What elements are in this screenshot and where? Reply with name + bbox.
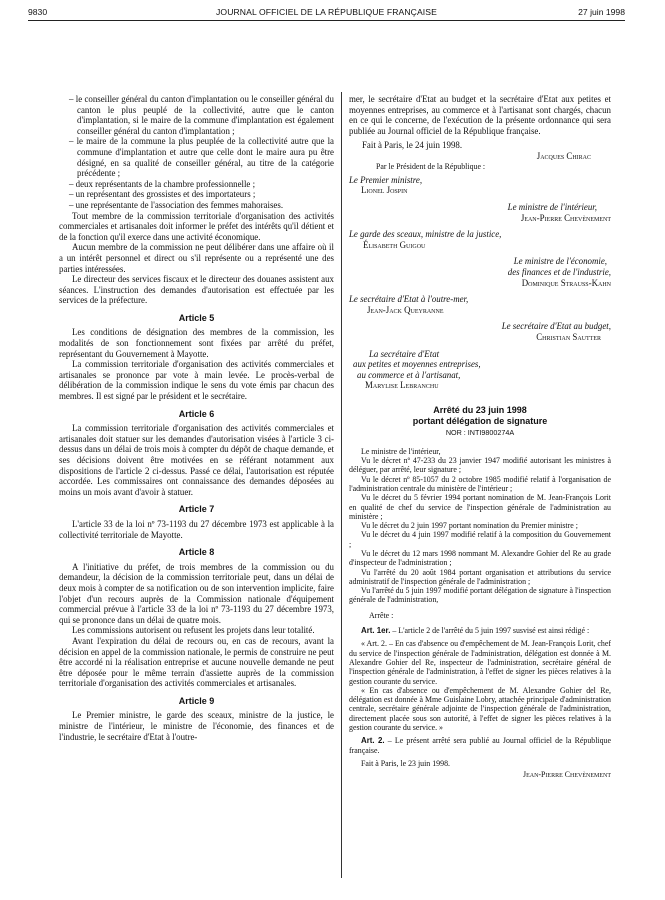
paragraph: La commission territoriale d'organisation des activités commerciales et artisanales doit statuer sur les demandes d'autorisation visées à l'article 3 ci-dessus dans un délai de trois mois à compter du dépôt de chaque demande, et ses décisions doivent être motivées en se référant notamment aux dispositions de l'article 2 ci-dessus. Passé ce délai, l'autorisation est réputée accordée. Les commissaires ont connaissance des demandes déposées au moins un mois avant d'avoir à statuer. xyxy=(59,423,334,497)
signatory-name: Élisabeth Guigou xyxy=(363,239,426,250)
paragraph: Aucun membre de la commission ne peut délibérer dans une affaire où il a un intérêt personnel et direct ou s'il représente ou a représenté une des parties intéressées. xyxy=(59,242,334,274)
decree-title xyxy=(349,405,611,426)
issue-date: 27 juin 1998 xyxy=(578,7,625,17)
decree-title-line: portant délégation de signature xyxy=(412,415,548,426)
signatory-title: Le secrétaire d'Etat au budget, xyxy=(501,321,611,332)
quoted-paragraph: « En cas d'absence ou d'empêchement de M. Alexandre Gohier del Re, délégation est donnée à Mme Guislaine Lobry, attachée principale d'administration centrale, secrétaire générale adjointe de l'inspection générale de l'administration, directement placée sous son autorité, à l'effet de signer les pièces relatives à la gestion courante du service. » xyxy=(349,685,611,733)
list-item: – deux représentants de la chambre professionnelle ; xyxy=(69,178,256,189)
signatory-title: Le ministre de l'intérieur, xyxy=(507,202,597,213)
list-item: – le maire de la commune la plus peuplée de la collectivité autre que la commune d'implantation et autre que celle dont le maire aura pu être désigné, en sa qualité de conseiller général, au titre de la catégorie précédente ; xyxy=(69,136,334,179)
nor-reference: NOR : INTI9800274A xyxy=(445,428,515,438)
visa-line: Vu le décret nº 85-1057 du 2 octobre 1985 modifié relatif à l'organisation de l'administration centrale du ministère de l'intérieur ; xyxy=(349,474,611,493)
visa-line: Vu le décret du 2 juin 1997 portant nomination du Premier ministre ; xyxy=(361,521,578,531)
column-divider xyxy=(341,92,342,878)
signatory-name: Dominique Strauss-Kahn xyxy=(521,277,611,288)
article-heading: Article 9 xyxy=(178,695,215,706)
signatory-name: Christian Sautter xyxy=(536,331,601,342)
list-item: – un représentant des grossistes et des importateurs ; xyxy=(69,189,256,200)
article-text: – Le présent arrêté sera publié au Journal officiel de la République française. xyxy=(349,736,611,755)
paragraph: Les conditions de désignation des membres de la commission, les modalités de son fonctionnement sont fixées par arrêté du préfet, représentant du Gouvernement à Mayotte. xyxy=(59,327,334,359)
article-heading: Article 6 xyxy=(178,408,215,419)
journal-title: JOURNAL OFFICIEL DE LA RÉPUBLIQUE FRANÇAISE xyxy=(216,7,437,17)
article-heading: Article 5 xyxy=(178,312,215,323)
list-item: – le conseiller général du canton d'implantation ou le conseiller général du canton le plus peuplé de la collectivité, autre que le canton d'implantation, si le maire de la commune d'implantation est également conseiller général du canton d'implantation ; xyxy=(69,94,334,136)
signatory-name: Jean-Pierre Chevènement xyxy=(520,212,611,223)
visas-block xyxy=(349,447,611,780)
signatory-name: Jean-Jack Queyranne xyxy=(367,304,444,315)
paragraph: Tout membre de la commission territoriale d'organisation des activités commerciales et artisanales doit informer le préfet des intérêts qu'il détient et de la fonction qu'il exerce dans une activité économique. xyxy=(59,210,334,242)
visa-line: Vu le décret du 12 mars 1998 nommant M. Alexandre Gohier del Re au grade d'inspecteur de l'administration ; xyxy=(349,549,611,568)
page-header xyxy=(28,4,625,20)
place-date: Fait à Paris, le 23 juin 1998. xyxy=(361,758,450,768)
visa-line: Vu le décret du 5 février 1994 portant nomination de M. Jean-François Lorit en qualité de chef du service de l'inspection générale de l'administration au ministère ; xyxy=(349,493,611,521)
paragraph: La commission territoriale d'organisation des activités commerciales et artisanales se prononce par vote à main levée. Le procès-verbal de délibération de la commission indique le sens du vote émis par chacun des membres. Il est signé par le président et le secrétaire. xyxy=(59,359,334,402)
article-heading: Article 7 xyxy=(178,504,215,515)
quoted-paragraph: « Art. 2. – En cas d'absence ou d'empêchement de M. Jean-François Lorit, chef du service de l'inspection générale de l'administration, délégation est donnée à M. Alexandre Gohier del Re, inspecteur de l'administration, secrétaire général de l'inspection générale de l'administration, à l'effet de signer les pièces relatives à la gestion courante du service. xyxy=(349,639,611,686)
signature-block xyxy=(349,256,611,288)
visa-line: Le ministre de l'intérieur, xyxy=(361,446,441,456)
signatory-title: Le secrétaire d'Etat à l'outre-mer, xyxy=(349,294,469,305)
visa-line: Vu l'arrêté du 5 juin 1997 modifié portant délégation de signature à l'inspection générale de l'administration, xyxy=(349,586,611,605)
article-label: Art. 2. xyxy=(361,736,385,746)
signatory-title: des finances et de l'industrie, xyxy=(507,267,611,278)
left-column xyxy=(59,94,334,742)
signature-block xyxy=(349,202,611,223)
paragraph: Avant l'expiration du délai de recours ou, en cas de recours, avant la décision en appel de la commission nationale, le permis de construire ne peut être accordé ni la réalisation entreprise et aucune nouvelle demande ne peut être déposée pour le même terrain d'assiette auprès de la commission territoriale d'organisation des activités commerciales et artisanales. xyxy=(59,635,334,689)
signature-block xyxy=(349,294,611,315)
visa-line: Vu l'arrêté du 20 août 1984 portant organisation et attributions du service administratif de l'inspection générale de l'administration ; xyxy=(349,567,611,586)
signatory-title: Le garde des sceaux, ministre de la justice, xyxy=(349,229,502,240)
signatory-name: Jean-Pierre Chevènement xyxy=(523,770,611,780)
article-label: Art. 1er. xyxy=(361,626,391,636)
paragraph: A l'initiative du préfet, de trois membres de la commission ou du demandeur, la décision de la commission territoriale peut, dans un délai de deux mois à compter de sa notification ou de son intervention implicite, faire l'objet d'un recours auprès de la Commission nationale d'équipement commercial prévue à l'article 33 de la loi nº 73-1193 du 27 décembre 1973, qui se prononce dans un délai de quatre mois. xyxy=(59,561,334,625)
header-rule xyxy=(28,20,625,21)
article-2 xyxy=(349,736,611,755)
paragraph: Le Premier ministre, le garde des sceaux, ministre de la justice, le ministre de l'intérieur, le ministre de l'économie, des finances et de l'industrie, le secrétaire d'Etat à l'outre- xyxy=(59,710,334,742)
article-1 xyxy=(349,626,611,635)
signatory-name: Lionel Jospin xyxy=(361,185,408,196)
signatory-title: au commerce et à l'artisanat, xyxy=(357,369,461,380)
signatory-title: La secrétaire d'Etat xyxy=(369,348,440,359)
page-number: 9830 xyxy=(28,7,48,17)
paragraph: Le directeur des services fiscaux et le directeur des douanes assistent aux séances. L'instruction des demandes d'autorisation est effectuée par les services de la préfecture. xyxy=(59,274,334,306)
decree-title-line: Arrêté du 23 juin 1998 xyxy=(433,404,527,415)
signatory-name: Marylise Lebranchu xyxy=(365,380,439,391)
article-text: – L'article 2 de l'arrêté du 5 juin 1997 susvisé est ainsi rédigé : xyxy=(392,626,590,636)
article-heading: Article 8 xyxy=(178,547,215,558)
signature-block xyxy=(349,175,611,196)
paragraph: mer, le secrétaire d'Etat au budget et la secrétaire d'Etat aux petites et moyennes entreprises, au commerce et à l'artisanat sont chargés, chacun en ce qui le concerne, de l'exécution de la présente ordonnance qui sera publiée au Journal officiel de la République française. xyxy=(349,94,611,136)
signatory-title: Le Premier ministre, xyxy=(349,174,423,185)
arrete-label: Arrête : xyxy=(369,610,394,620)
right-column xyxy=(349,94,611,780)
visa-line: Vu le décret nº 47-233 du 23 janvier 1947 modifié autorisant les ministres à déléguer, par arrêté, leur signature ; xyxy=(349,456,611,475)
place-date: Fait à Paris, le 24 juin 1998. xyxy=(362,140,463,151)
signatory-title: aux petites et moyennes entreprises, xyxy=(353,359,481,370)
paragraph: L'article 33 de la loi nº 73-1193 du 27 décembre 1973 est applicable à la collectivité territoriale de Mayotte. xyxy=(59,518,334,540)
signatory-title: Le ministre de l'économie, xyxy=(513,256,607,267)
signature-block xyxy=(349,229,611,250)
signatory-name: Jacques Chirac xyxy=(536,150,591,161)
signature-intro: Par le Président de la République : xyxy=(376,161,486,171)
list-item: – une représentante de l'association des femmes mahoraises. xyxy=(69,199,284,210)
signature-block xyxy=(349,349,611,391)
signature-block xyxy=(349,321,611,342)
visa-line: Vu le décret du 4 juin 1997 modifié relatif à la composition du Gouvernement ; xyxy=(349,530,611,549)
paragraph: Les commissions autorisent ou refusent les projets dans leur totalité. xyxy=(72,625,315,636)
